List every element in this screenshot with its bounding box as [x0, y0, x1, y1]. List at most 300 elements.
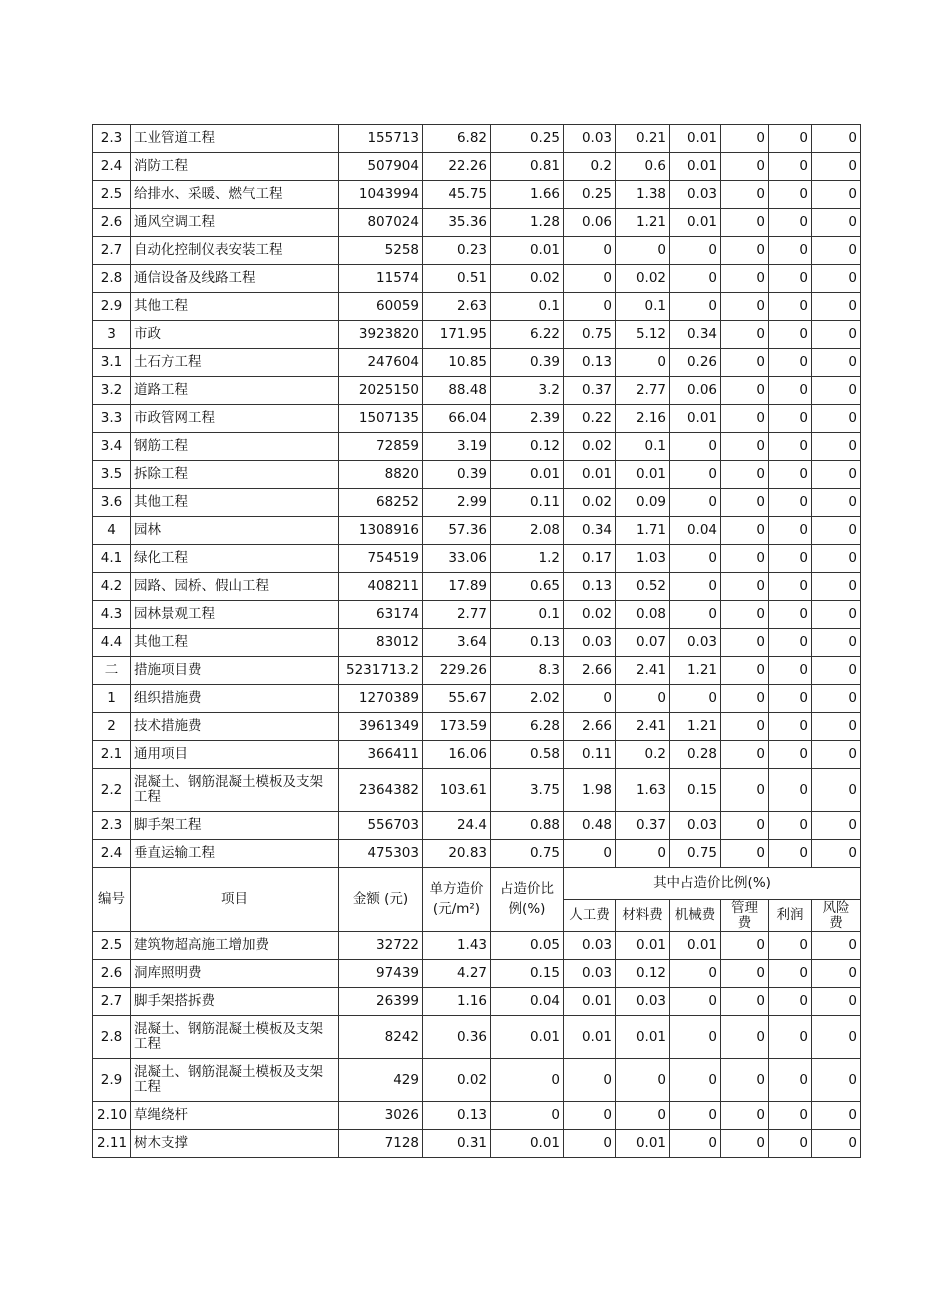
cell-ratio: 0.1	[491, 293, 564, 321]
cell-unit-cost: 0.39	[423, 461, 491, 489]
cell-item: 园路、园桥、假山工程	[131, 573, 339, 601]
cell-amount: 507904	[339, 153, 423, 181]
cell-risk: 0	[812, 1016, 861, 1059]
cell-labor: 0.11	[564, 741, 616, 769]
table-row	[93, 125, 861, 153]
cell-risk: 0	[812, 489, 861, 517]
cell-profit: 0	[769, 489, 812, 517]
cell-material: 0.01	[616, 461, 670, 489]
cell-labor: 0.2	[564, 153, 616, 181]
cell-machine: 0.01	[670, 932, 721, 960]
cell-machine: 0	[670, 545, 721, 573]
cell-item: 建筑物超高施工增加费	[131, 932, 339, 960]
cell-unit-cost: 57.36	[423, 517, 491, 545]
cell-risk: 0	[812, 601, 861, 629]
table-row	[93, 988, 861, 1016]
cell-ratio: 6.22	[491, 321, 564, 349]
cell-profit: 0	[769, 125, 812, 153]
cell-item: 其他工程	[131, 489, 339, 517]
cell-mgmt: 0	[721, 433, 769, 461]
cell-labor: 0.75	[564, 321, 616, 349]
cell-amount: 32722	[339, 932, 423, 960]
cell-material: 0.37	[616, 812, 670, 840]
cell-material: 2.41	[616, 657, 670, 685]
cell-item: 市政	[131, 321, 339, 349]
cell-machine: 0.03	[670, 629, 721, 657]
cell-machine: 0	[670, 1130, 721, 1158]
cell-machine: 0	[670, 573, 721, 601]
cell-item: 消防工程	[131, 153, 339, 181]
cell-material: 2.16	[616, 405, 670, 433]
cell-ratio: 2.02	[491, 685, 564, 713]
table-row	[93, 741, 861, 769]
cell-amount: 247604	[339, 349, 423, 377]
cell-mgmt: 0	[721, 545, 769, 573]
cell-ratio: 0.81	[491, 153, 564, 181]
cell-amount: 2025150	[339, 377, 423, 405]
cell-amount: 366411	[339, 741, 423, 769]
table-row	[93, 349, 861, 377]
table-row	[93, 685, 861, 713]
header-ratio	[491, 868, 564, 932]
cell-amount: 5231713.2	[339, 657, 423, 685]
cell-mgmt: 0	[721, 405, 769, 433]
cell-unit-cost: 10.85	[423, 349, 491, 377]
table-row	[93, 405, 861, 433]
cell-ratio: 0.05	[491, 932, 564, 960]
cell-item: 绿化工程	[131, 545, 339, 573]
cell-profit: 0	[769, 573, 812, 601]
cell-item: 混凝土、钢筋混凝土模板及支架工程	[131, 769, 339, 812]
table-row	[93, 629, 861, 657]
cell-material: 1.03	[616, 545, 670, 573]
cell-risk: 0	[812, 321, 861, 349]
cell-labor: 2.66	[564, 657, 616, 685]
cell-risk: 0	[812, 125, 861, 153]
cell-profit: 0	[769, 657, 812, 685]
cell-no: 2.5	[93, 181, 131, 209]
table-row	[93, 812, 861, 840]
cell-unit-cost: 35.36	[423, 209, 491, 237]
cell-machine: 0.03	[670, 181, 721, 209]
cell-no: 3.4	[93, 433, 131, 461]
cell-labor: 0	[564, 237, 616, 265]
header-ratio-line1: 占造价比	[500, 881, 554, 897]
table-row	[93, 433, 861, 461]
cell-labor: 0	[564, 840, 616, 868]
cell-profit: 0	[769, 629, 812, 657]
cell-no: 2.9	[93, 1059, 131, 1102]
cell-machine: 1.21	[670, 713, 721, 741]
cell-profit: 0	[769, 1059, 812, 1102]
cell-machine: 0.01	[670, 209, 721, 237]
cell-ratio: 0.02	[491, 265, 564, 293]
cell-unit-cost: 229.26	[423, 657, 491, 685]
cell-no: 3.2	[93, 377, 131, 405]
cell-unit-cost: 88.48	[423, 377, 491, 405]
cell-unit-cost: 173.59	[423, 713, 491, 741]
cell-no: 4.3	[93, 601, 131, 629]
cell-no: 4.2	[93, 573, 131, 601]
cell-no: 2.2	[93, 769, 131, 812]
cell-machine: 0	[670, 685, 721, 713]
cell-amount: 1507135	[339, 405, 423, 433]
cell-profit: 0	[769, 1016, 812, 1059]
cell-item: 垂直运输工程	[131, 840, 339, 868]
cell-profit: 0	[769, 932, 812, 960]
cell-risk: 0	[812, 209, 861, 237]
cell-ratio: 0.01	[491, 1130, 564, 1158]
cell-ratio: 0.04	[491, 988, 564, 1016]
cell-amount: 475303	[339, 840, 423, 868]
cell-item: 措施项目费	[131, 657, 339, 685]
cell-amount: 556703	[339, 812, 423, 840]
header-unit-cost-line2: (元/m²)	[432, 901, 481, 917]
table-row	[93, 713, 861, 741]
cell-machine: 0.01	[670, 125, 721, 153]
cell-item: 其他工程	[131, 629, 339, 657]
cell-machine: 0	[670, 293, 721, 321]
cell-machine: 0	[670, 265, 721, 293]
cell-labor: 0	[564, 1102, 616, 1130]
cell-machine: 0.15	[670, 769, 721, 812]
cell-machine: 0	[670, 1059, 721, 1102]
cell-mgmt: 0	[721, 601, 769, 629]
cell-mgmt: 0	[721, 349, 769, 377]
cell-amount: 7128	[339, 1130, 423, 1158]
cell-unit-cost: 4.27	[423, 960, 491, 988]
cell-material: 5.12	[616, 321, 670, 349]
cell-risk: 0	[812, 433, 861, 461]
cell-amount: 2364382	[339, 769, 423, 812]
cell-unit-cost: 6.82	[423, 125, 491, 153]
cell-amount: 26399	[339, 988, 423, 1016]
cell-machine: 0.75	[670, 840, 721, 868]
cell-material: 2.41	[616, 713, 670, 741]
cell-mgmt: 0	[721, 769, 769, 812]
cell-profit: 0	[769, 181, 812, 209]
cell-item: 通用项目	[131, 741, 339, 769]
cell-labor: 0.03	[564, 932, 616, 960]
cell-unit-cost: 55.67	[423, 685, 491, 713]
cell-risk: 0	[812, 685, 861, 713]
cell-amount: 68252	[339, 489, 423, 517]
cell-unit-cost: 0.51	[423, 265, 491, 293]
cell-unit-cost: 1.16	[423, 988, 491, 1016]
cell-machine: 0	[670, 461, 721, 489]
table-row	[93, 517, 861, 545]
cell-material: 1.63	[616, 769, 670, 812]
cell-item: 草绳绕杆	[131, 1102, 339, 1130]
cell-no: 2.4	[93, 153, 131, 181]
cell-item: 树木支撑	[131, 1130, 339, 1158]
cell-no: 3.6	[93, 489, 131, 517]
cell-no: 2.1	[93, 741, 131, 769]
table-row	[93, 1130, 861, 1158]
header-risk: 风险费	[812, 900, 861, 932]
cell-ratio: 0.01	[491, 237, 564, 265]
cell-no: 2.5	[93, 932, 131, 960]
cell-no: 2.7	[93, 988, 131, 1016]
cell-profit: 0	[769, 293, 812, 321]
table-row	[93, 657, 861, 685]
cell-item: 通风空调工程	[131, 209, 339, 237]
header-row-1	[93, 868, 861, 900]
cell-item: 园林景观工程	[131, 601, 339, 629]
cell-item: 混凝土、钢筋混凝土模板及支架工程	[131, 1016, 339, 1059]
cell-profit: 0	[769, 960, 812, 988]
cell-no: 2.11	[93, 1130, 131, 1158]
cell-labor: 0.22	[564, 405, 616, 433]
cell-risk: 0	[812, 1059, 861, 1102]
cell-material: 0.08	[616, 601, 670, 629]
cell-risk: 0	[812, 153, 861, 181]
cell-risk: 0	[812, 713, 861, 741]
table-row	[93, 461, 861, 489]
cell-item: 脚手架搭拆费	[131, 988, 339, 1016]
table-row	[93, 573, 861, 601]
cell-profit: 0	[769, 209, 812, 237]
cell-unit-cost: 3.19	[423, 433, 491, 461]
cell-labor: 0	[564, 1130, 616, 1158]
table-row	[93, 960, 861, 988]
cell-material: 0	[616, 1102, 670, 1130]
cell-ratio: 1.2	[491, 545, 564, 573]
cell-ratio: 0.58	[491, 741, 564, 769]
cell-labor: 0	[564, 293, 616, 321]
cell-machine: 0	[670, 1102, 721, 1130]
cell-ratio: 0	[491, 1102, 564, 1130]
cell-ratio: 0.12	[491, 433, 564, 461]
cell-unit-cost: 0.31	[423, 1130, 491, 1158]
cell-profit: 0	[769, 517, 812, 545]
cell-mgmt: 0	[721, 1130, 769, 1158]
cell-amount: 429	[339, 1059, 423, 1102]
table-row	[93, 153, 861, 181]
cell-mgmt: 0	[721, 321, 769, 349]
cell-item: 脚手架工程	[131, 812, 339, 840]
table-row	[93, 265, 861, 293]
cell-machine: 0	[670, 988, 721, 1016]
table-row	[93, 932, 861, 960]
cell-mgmt: 0	[721, 517, 769, 545]
table-row	[93, 840, 861, 868]
cell-unit-cost: 45.75	[423, 181, 491, 209]
cell-mgmt: 0	[721, 988, 769, 1016]
cell-material: 0.21	[616, 125, 670, 153]
table-row	[93, 601, 861, 629]
cell-mgmt: 0	[721, 960, 769, 988]
cell-profit: 0	[769, 988, 812, 1016]
cell-ratio: 6.28	[491, 713, 564, 741]
cell-mgmt: 0	[721, 573, 769, 601]
cell-unit-cost: 16.06	[423, 741, 491, 769]
cell-ratio: 0.11	[491, 489, 564, 517]
cell-ratio: 0.39	[491, 349, 564, 377]
cell-profit: 0	[769, 1130, 812, 1158]
cell-labor: 0.02	[564, 489, 616, 517]
cell-risk: 0	[812, 517, 861, 545]
cell-amount: 408211	[339, 573, 423, 601]
cell-unit-cost: 0.23	[423, 237, 491, 265]
table-row	[93, 1016, 861, 1059]
cell-amount: 1308916	[339, 517, 423, 545]
cell-unit-cost: 1.43	[423, 932, 491, 960]
header-no: 编号	[93, 868, 131, 932]
cell-labor: 2.66	[564, 713, 616, 741]
cell-material: 0.52	[616, 573, 670, 601]
header-group: 其中占造价比例(%)	[564, 868, 861, 900]
cell-material: 0.1	[616, 433, 670, 461]
cell-no: 3.3	[93, 405, 131, 433]
cell-no: 2.8	[93, 265, 131, 293]
cell-ratio: 0.65	[491, 573, 564, 601]
cell-item: 自动化控制仪表安装工程	[131, 237, 339, 265]
cell-profit: 0	[769, 769, 812, 812]
cell-machine: 0.01	[670, 405, 721, 433]
header-ratio-line2: 例(%)	[508, 901, 546, 917]
cell-material: 0	[616, 237, 670, 265]
cell-material: 0.07	[616, 629, 670, 657]
cell-material: 0.1	[616, 293, 670, 321]
cell-profit: 0	[769, 461, 812, 489]
cell-profit: 0	[769, 265, 812, 293]
cell-risk: 0	[812, 573, 861, 601]
cell-no: 4.4	[93, 629, 131, 657]
table-header	[93, 868, 861, 932]
cell-ratio: 0.1	[491, 601, 564, 629]
table-row	[93, 1059, 861, 1102]
cell-ratio: 0.15	[491, 960, 564, 988]
cell-labor: 0.34	[564, 517, 616, 545]
cell-profit: 0	[769, 812, 812, 840]
cell-profit: 0	[769, 840, 812, 868]
cell-unit-cost: 20.83	[423, 840, 491, 868]
cell-mgmt: 0	[721, 209, 769, 237]
table-body-top	[93, 125, 861, 868]
table-row	[93, 321, 861, 349]
cell-machine: 0	[670, 601, 721, 629]
header-material: 材料费	[616, 900, 670, 932]
header-labor: 人工费	[564, 900, 616, 932]
cell-risk: 0	[812, 741, 861, 769]
table-row	[93, 489, 861, 517]
cell-profit: 0	[769, 349, 812, 377]
cell-profit: 0	[769, 685, 812, 713]
cell-labor: 0.48	[564, 812, 616, 840]
cell-unit-cost: 2.99	[423, 489, 491, 517]
header-mgmt: 管理费	[721, 900, 769, 932]
cell-amount: 1043994	[339, 181, 423, 209]
cell-no: 2.7	[93, 237, 131, 265]
cell-item: 组织措施费	[131, 685, 339, 713]
cell-profit: 0	[769, 741, 812, 769]
cell-labor: 0.13	[564, 349, 616, 377]
cell-risk: 0	[812, 377, 861, 405]
cell-material: 0.01	[616, 1016, 670, 1059]
cell-mgmt: 0	[721, 153, 769, 181]
cell-item: 道路工程	[131, 377, 339, 405]
cell-ratio: 0.01	[491, 461, 564, 489]
header-profit: 利润	[769, 900, 812, 932]
cell-no: 2.3	[93, 812, 131, 840]
cell-unit-cost: 22.26	[423, 153, 491, 181]
cell-amount: 11574	[339, 265, 423, 293]
cell-ratio: 0.88	[491, 812, 564, 840]
cell-mgmt: 0	[721, 293, 769, 321]
cell-mgmt: 0	[721, 812, 769, 840]
cell-risk: 0	[812, 461, 861, 489]
cell-item: 其他工程	[131, 293, 339, 321]
cell-labor: 0.06	[564, 209, 616, 237]
cell-material: 0.01	[616, 1130, 670, 1158]
cell-mgmt: 0	[721, 1059, 769, 1102]
cell-no: 3.1	[93, 349, 131, 377]
cell-unit-cost: 3.64	[423, 629, 491, 657]
cell-unit-cost: 171.95	[423, 321, 491, 349]
cell-material: 0	[616, 685, 670, 713]
cell-no: 2.8	[93, 1016, 131, 1059]
cell-risk: 0	[812, 237, 861, 265]
cell-risk: 0	[812, 812, 861, 840]
table-body-bottom	[93, 932, 861, 1158]
cell-risk: 0	[812, 769, 861, 812]
cell-risk: 0	[812, 405, 861, 433]
cell-amount: 1270389	[339, 685, 423, 713]
table-row	[93, 181, 861, 209]
cell-mgmt: 0	[721, 657, 769, 685]
cell-item: 混凝土、钢筋混凝土模板及支架工程	[131, 1059, 339, 1102]
cell-ratio: 1.28	[491, 209, 564, 237]
cell-ratio: 0.75	[491, 840, 564, 868]
cell-item: 拆除工程	[131, 461, 339, 489]
cell-item: 通信设备及线路工程	[131, 265, 339, 293]
cell-risk: 0	[812, 932, 861, 960]
cell-profit: 0	[769, 405, 812, 433]
cell-risk: 0	[812, 349, 861, 377]
cell-unit-cost: 2.63	[423, 293, 491, 321]
cell-machine: 0.26	[670, 349, 721, 377]
cell-material: 0	[616, 1059, 670, 1102]
cell-ratio: 1.66	[491, 181, 564, 209]
cell-labor: 0.03	[564, 125, 616, 153]
cell-risk: 0	[812, 988, 861, 1016]
cell-ratio: 0	[491, 1059, 564, 1102]
cell-amount: 72859	[339, 433, 423, 461]
cell-ratio: 0.13	[491, 629, 564, 657]
cell-labor: 0.25	[564, 181, 616, 209]
cell-no: 2.3	[93, 125, 131, 153]
header-machine: 机械费	[670, 900, 721, 932]
cell-profit: 0	[769, 237, 812, 265]
cell-mgmt: 0	[721, 237, 769, 265]
cell-ratio: 8.3	[491, 657, 564, 685]
cell-material: 0.12	[616, 960, 670, 988]
cell-material: 1.71	[616, 517, 670, 545]
cell-machine: 0	[670, 237, 721, 265]
cell-labor: 0.37	[564, 377, 616, 405]
table-row	[93, 209, 861, 237]
cell-risk: 0	[812, 1130, 861, 1158]
cell-machine: 0.06	[670, 377, 721, 405]
cell-no: 2.6	[93, 209, 131, 237]
cell-ratio: 3.2	[491, 377, 564, 405]
cell-unit-cost: 17.89	[423, 573, 491, 601]
cell-labor: 0.03	[564, 629, 616, 657]
cell-no: 2.10	[93, 1102, 131, 1130]
cell-no: 2	[93, 713, 131, 741]
cell-ratio: 2.08	[491, 517, 564, 545]
